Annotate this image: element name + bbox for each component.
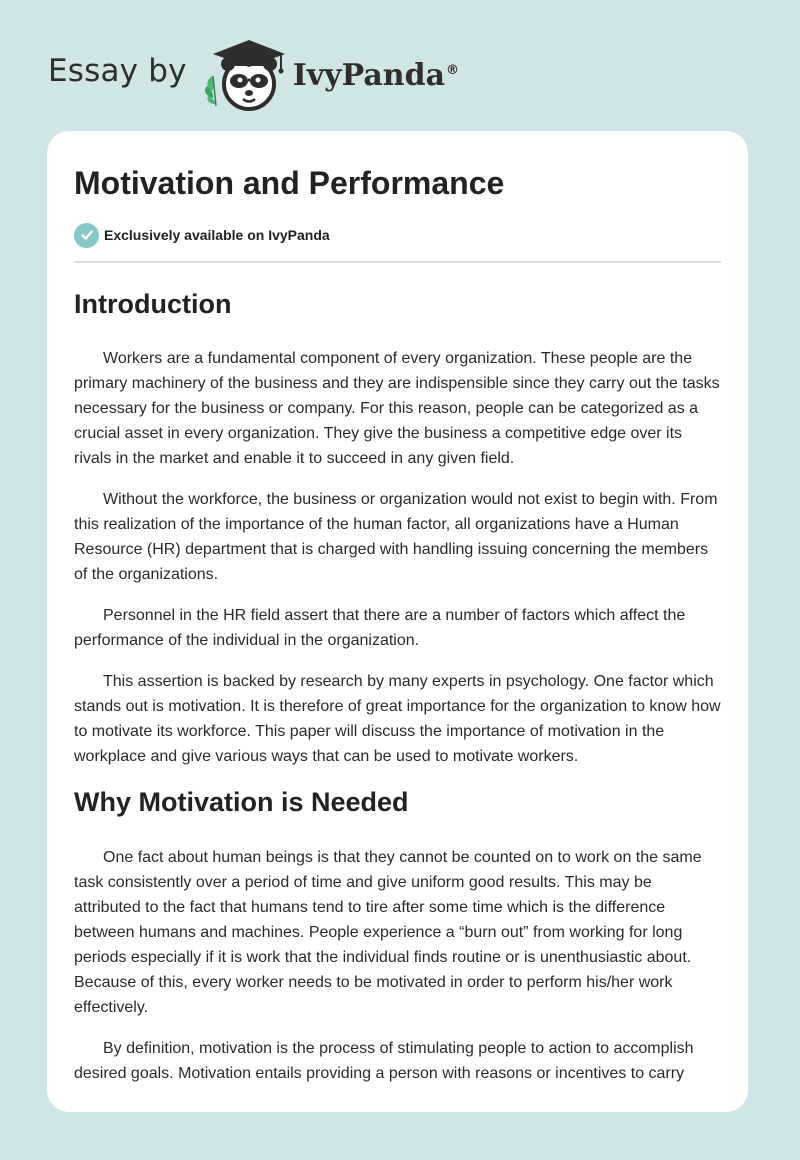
badge-label: Exclusively available on IvyPanda <box>104 227 330 243</box>
exclusive-badge <box>74 221 721 249</box>
panda-graduate-icon <box>201 34 291 114</box>
page-title: Motivation and Performance <box>74 165 505 201</box>
site-header <box>48 34 459 114</box>
section-heading-why-motivation: Why Motivation is Needed <box>74 787 409 817</box>
paragraph: Workers are a fundamental component of every organization. These people are the primary machinery of the business and they are indispensible since they carry out the tasks necessary for the business or company. For this reason, people can be categorized as a crucial asset in every organization. They give the business a competitive edge over its rivals in the market and enable it to succeed in any given field. <box>74 350 720 467</box>
divider <box>74 261 721 263</box>
section-heading-introduction: Introduction <box>74 289 232 319</box>
brand-prefix: Essay by <box>48 53 187 89</box>
check-circle-icon <box>74 223 99 248</box>
essay-card <box>47 131 748 1112</box>
paragraph: Without the workforce, the business or organization would not exist to begin with. From this realization of the importance of the human factor, all organizations have a Human Resource (HR) department that is charged with handling issuing concerning the members of the organizations. <box>74 491 718 583</box>
paragraph: Personnel in the HR field assert that there are a number of factors which affect the performance of the individual in the organization. <box>74 607 686 649</box>
leaf-icon <box>205 76 216 106</box>
paragraph: By definition, motivation is the process of stimulating people to action to accomplish desired goals. Motivation entails providing a person with reasons or incentives to carry <box>74 1040 694 1082</box>
paragraph: One fact about human beings is that they cannot be counted on to work on the same task consistently over a period of time and give uniform good results. This may be attributed to the fact that humans tend to tire after some time which is the difference between humans and machines. People experience a “burn out” from working for long periods especially if it is work that the individual finds routine or is unenthusiastic about. Because of this, every worker needs to be motivated in order to perform his/her work effectively. <box>74 849 702 1016</box>
paragraph: This assertion is backed by research by many experts in psychology. One factor which stands out is motivation. It is therefore of great importance for the organization to know how to motivate its workforce. This paper will discuss the importance of motivation in the workplace and give various ways that can be used to motivate workers. <box>74 673 721 765</box>
registered-mark: ® <box>446 62 460 78</box>
brand-name: IvyPanda® <box>292 57 460 93</box>
